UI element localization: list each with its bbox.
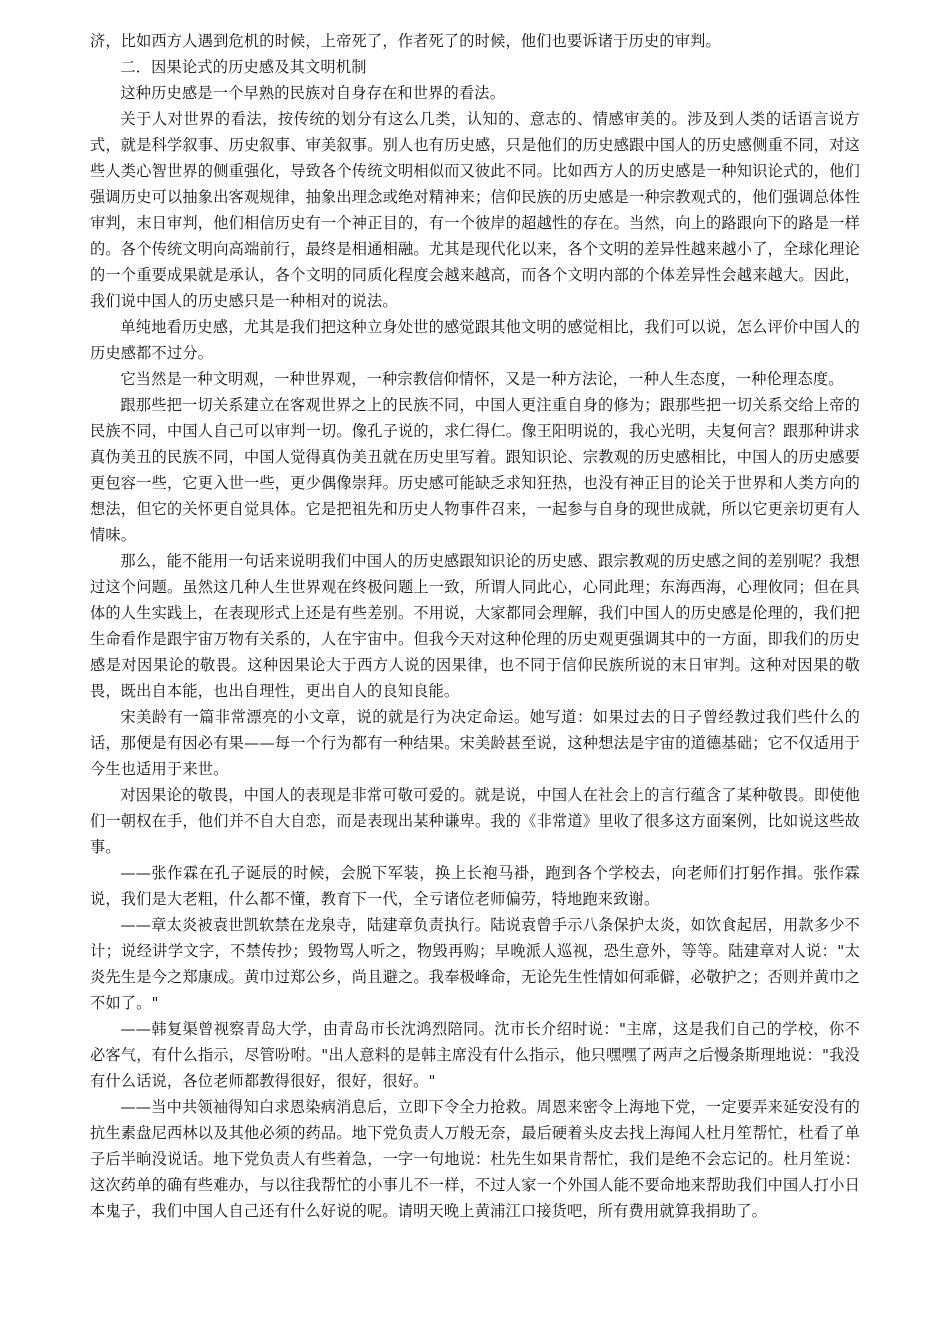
story-item: ——韩复渠曾视察青岛大学，由青岛市长沈鸿烈陪同。沈市长介绍时说："主席，这是我们自己的学校，你不必客气，有什么指示，尽管吩咐。"出人意料的是韩主席没有什么指示，他只嘿嘿了两声之后慢条斯理地说："我没有什么话说，各位老师都教得很好，很好，很好。" — [90, 1020, 860, 1090]
story-item: ——当中共领袖得知白求恩染病消息后，立即下令全力抢救。周恩来密令上海地下党，一定要弄来延安没有的抗生素盘尼西林以及其他必须的药品。地下党负责人万般无奈，最后硬着头皮去找上海闻人杜月笙帮忙，杜看了单子后半晌没说话。地下党负责人有些着急，一字一句地说：杜先生如果肯帮忙，我们是绝不会忘记的。杜月笙说：这次药单的确有些难办，与以往我帮忙的小事儿不一样，不过人家一个外国人能不要命地来帮助我们中国人打小日本鬼子，我们中国人自己还有什么好说的呢。请明天晚上黄浦江口接货吧，所有费用就算我捐助了。 — [90, 1098, 860, 1220]
story-item: ——章太炎被袁世凯软禁在龙泉寺，陆建章负责执行。陆说袁曾手示八条保护太炎，如饮食起居，用款多少不计；说经讲学文字，不禁传抄；毁物骂人听之，物毁再购；早晚派人巡视，恐生意外，等等。陆建章对人说："太炎先生是今之郑康成。黄巾过郑公乡，尚且避之。我奉极峰命，无论先生性情如何乖僻，必敬护之；否则并黄巾之不如了。" — [90, 916, 860, 1012]
paragraph: 单纯地看历史感，尤其是我们把这种立身处世的感觉跟其他文明的感觉相比，我们可以说，怎么评价中国人的历史感都不过分。 — [90, 318, 860, 362]
paragraph: 关于人对世界的看法，按传统的划分有这么几类，认知的、意志的、情感审美的。涉及到人类的话语言说方式，就是科学叙事、历史叙事、审美叙事。别人也有历史感，只是他们的历史感跟中国人的历史感侧重不同，对这些人类心智世界的侧重强化，导致各个传统文明相似而又彼此不同。比如西方人的历史感是一种知识论式的，他们强调历史可以抽象出客观规律，抽象出理念或绝对精神来；信仰民族的历史感是一种宗教观式的，他们强调总体性审判，末日审判，他们相信历史有一个神正目的，有一个彼岸的超越性的存在。当然，向上的路跟向下的路是一样的。各个传统文明向高端前行，最终是相通相融。尤其是现代化以来，各个文明的差异性越来越小了，全球化理论的一个重要成果就是承认，各个文明的同质化程度会越来越高，而各个文明内部的个体差异性会越来越大。因此，我们说中国人的历史感只是一种相对的说法。 — [90, 110, 860, 310]
section-heading: 二．因果论式的历史感及其文明机制 — [120, 58, 367, 76]
paragraph: 那么，能不能用一句话来说明我们中国人的历史感跟知识论的历史感、跟宗教观的历史感之间的差别呢？我想过这个问题。虽然这几种人生世界观在终极问题上一致，所谓人同此心，心同此理；东海西海，心理攸同；但在具体的人生实践上，在表现形式上还是有些差别。不用说，大家都同会理解，我们中国人的历史感是伦理的，我们把生命看作是跟宇宙万物有关系的，人在宇宙中。但我今天对这种伦理的历史观更强调其中的一方面，即我们的历史感是对因果论的敬畏。这种因果论大于西方人说的因果律，也不同于信仰民族所说的末日审判。这种对因果的敬畏，既出自本能，也出自理性，更出自人的良知良能。 — [90, 552, 860, 700]
paragraph: 宋美龄有一篇非常漂亮的小文章，说的就是行为决定命运。她写道：如果过去的日子曾经教过我们些什么的话，那便是有因必有果——每一个行为都有一种结果。宋美龄甚至说，这种想法是宇宙的道德基础；它不仅适用于今生也适用于来世。 — [90, 708, 860, 778]
paragraph: 跟那些把一切关系建立在客观世界之上的民族不同，中国人更注重自身的修为；跟那些把一切关系交给上帝的民族不同，中国人自己可以审判一切。像孔子说的，求仁得仁。像王阳明说的，我心光明，夫复何言？跟那种讲求真伪美丑的民族不同，中国人觉得真伪美丑就在历史里写着。跟知识论、宗教观的历史感相比，中国人的历史感要更包容一些，它更入世一些，更少偶像崇拜。历史感可能缺乏求知狂热，也没有神正目的论关于世界和人类方向的想法，但它的关怀更自觉具体。它是把祖先和历史人物事件召来，一起参与自身的现世成就，所以它更亲切更有人情味。 — [90, 396, 860, 544]
document-page — [90, 28, 860, 1224]
paragraph: 这种历史感是一个早熟的民族对自身存在和世界的看法。 — [120, 84, 506, 102]
paragraph: 对因果论的敬畏，中国人的表现是非常可敬可爱的。就是说，中国人在社会上的言行蕴含了某种敬畏。即使他们一朝权在手，他们并不自大自恋，而是表现出某种谦卑。我的《非常道》里收了很多这方面案例，比如说这些故事。 — [90, 786, 860, 856]
paragraph: 它当然是一种文明观，一种世界观，一种宗教信仰情怀，又是一种方法论，一种人生态度，一种伦理态度。 — [120, 370, 844, 388]
paragraph-continuation: 济，比如西方人遇到危机的时候，上帝死了，作者死了的时候，他们也要诉诸于历史的审判。 — [90, 32, 721, 50]
story-item: ——张作霖在孔子诞辰的时候，会脱下军装，换上长袍马褂，跑到各个学校去，向老师们打躬作揖。张作霖说，我们是大老粗，什么都不懂，教育下一代，全亏诸位老师偏劳，特地跑来致谢。 — [90, 864, 860, 908]
